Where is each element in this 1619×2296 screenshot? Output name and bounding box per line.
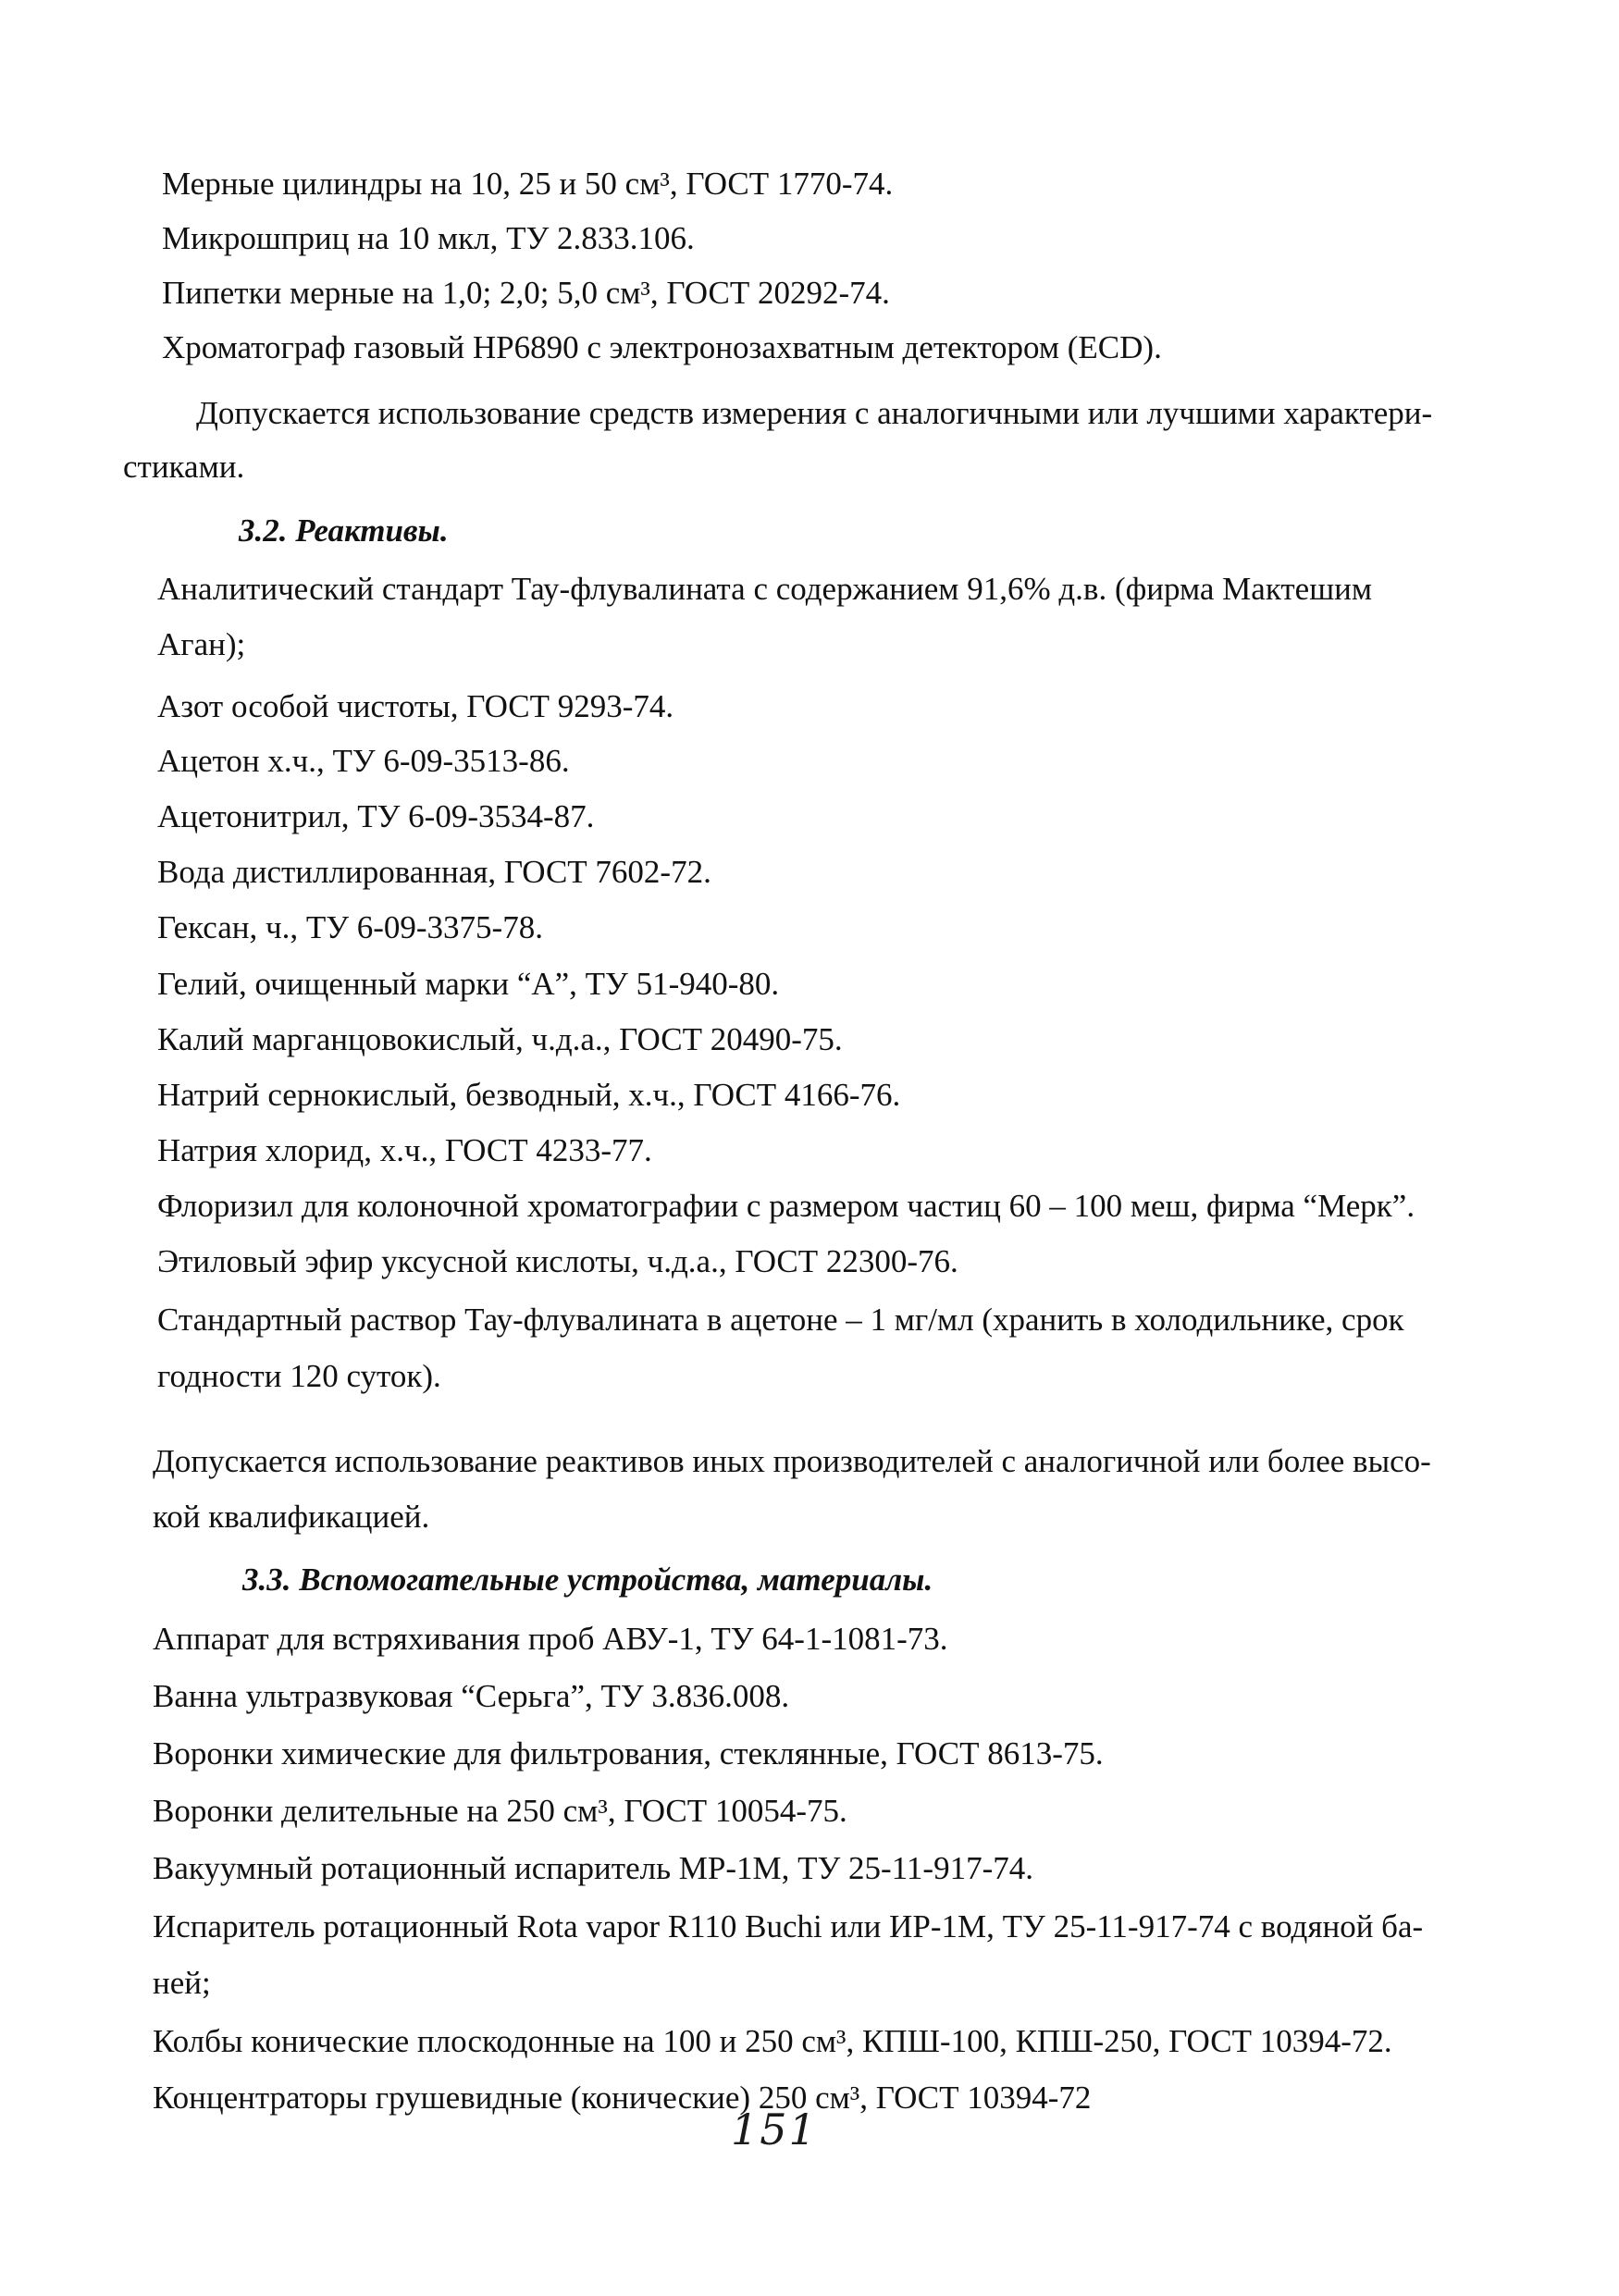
reagent-item: Вода дистиллированная, ГОСТ 7602-72. [157,854,711,890]
instrument-line: Микрошприц на 10 мкл, ТУ 2.833.106. [162,220,695,256]
page-number: 151 [731,2105,818,2154]
standard-line1: Аналитический стандарт Тау-флувалината с содержанием 91,6% д.в. (фирма Мактешим [157,571,1373,607]
solution-line2: годности 120 суток). [157,1358,441,1394]
aux-item: Воронки химические для фильтрования, стеклянные, ГОСТ 8613-75. [153,1735,1104,1771]
aux-item: Аппарат для встряхивания проб АВУ-1, ТУ 64-1-1081-73. [153,1621,948,1657]
reagent-item: Флоризил для колоночной хроматографии с размером частиц 60 – 100 меш, фирма “Мерк”. [157,1188,1415,1224]
reagent-item: Ацетон х.ч., ТУ 6-09-3513-86. [157,743,570,779]
reagents-note-line2: кой квалификацией. [153,1499,430,1535]
section-heading-aux: 3.3. Вспомогательные устройства, материалы. [242,1562,933,1598]
reagent-item: Азот особой чистоты, ГОСТ 9293-74. [157,688,674,724]
reagent-item: Гелий, очищенный марки “А”, ТУ 51-940-80. [157,966,780,1002]
instruments-note-line2: стиками. [123,449,245,485]
aux-item: Ванна ультразвуковая “Серьга”, ТУ 3.836.008. [153,1678,790,1714]
reagent-item: Калий марганцовокислый, ч.д.а., ГОСТ 20490-75. [157,1021,843,1057]
concentrators-line: Концентраторы грушевидные (конические) 250 см³, ГОСТ 10394-72 [153,2080,1092,2116]
reagent-item: Этиловый эфир уксусной кислоты, ч.д.а., ГОСТ 22300-76. [157,1243,958,1279]
flasks-line: Колбы конические плоскодонные на 100 и 250 см³, КПШ-100, КПШ-250, ГОСТ 10394-72. [153,2023,1392,2059]
instrument-line: Хроматограф газовый HP6890 с электронозахватным детектором (ECD). [162,329,1162,365]
instruments-note-line1: Допускается использование средств измерения с аналогичными или лучшими характери- [196,395,1433,431]
reagents-note-line1: Допускается использование реактивов иных производителей с аналогичной или более высо- [153,1443,1431,1479]
aux-item: Воронки делительные на 250 см³, ГОСТ 10054-75. [153,1793,847,1829]
reagent-item: Натрий сернокислый, безводный, х.ч., ГОСТ 4166-76. [157,1077,901,1113]
solution-line1: Стандартный раствор Тау-флувалината в ацетоне – 1 мг/мл (хранить в холодильнике, срок [157,1302,1404,1338]
aux-item: Вакуумный ротационный испаритель МР-1М, ТУ 25-11-917-74. [153,1850,1033,1886]
instrument-line: Пипетки мерные на 1,0; 2,0; 5,0 см³, ГОСТ 20292-74. [162,275,890,311]
instrument-line: Мерные цилиндры на 10, 25 и 50 см³, ГОСТ 1770-74. [162,166,894,202]
evaporator-line2: ней; [153,1965,211,2001]
section-heading-reagents: 3.2. Реактивы. [239,512,449,549]
evaporator-line1: Испаритель ротационный Rota vapor R110 Buchi или ИР-1М, ТУ 25-11-917-74 с водяной ба- [153,1908,1424,1944]
reagent-item: Ацетонитрил, ТУ 6-09-3534-87. [157,798,595,834]
reagent-item: Натрия хлорид, х.ч., ГОСТ 4233-77. [157,1132,652,1168]
standard-line2: Аган); [157,626,246,662]
reagent-item: Гексан, ч., ТУ 6-09-3375-78. [157,909,543,945]
